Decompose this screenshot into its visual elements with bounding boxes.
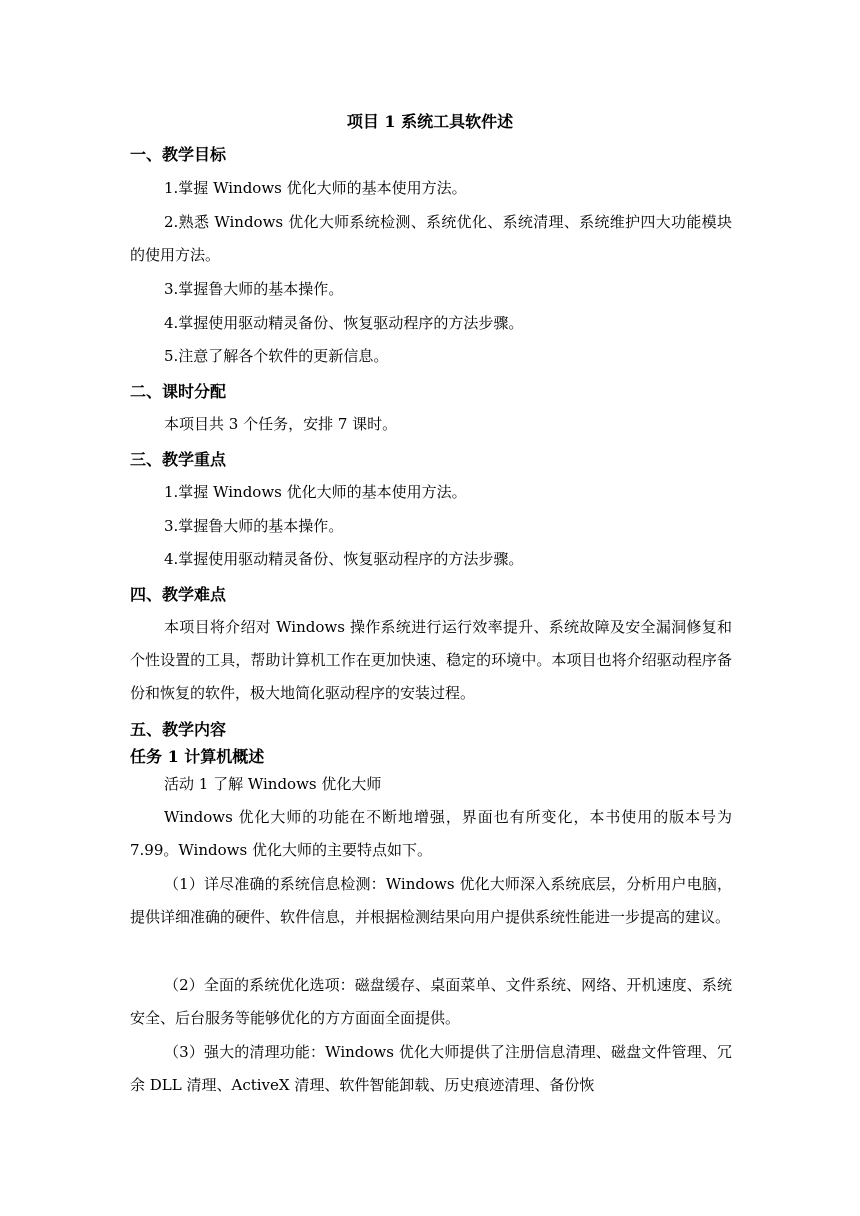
difficulties-paragraph: 本项目将介绍对 Windows 操作系统进行运行效率提升、系统故障及安全漏洞修复和个性设置的工具，帮助计算机工作在更加快速、稳定的环境中。本项目也将介绍驱动程序备份和恢复的软件，极大地简化驱动程序的安装过程。	[130, 618, 732, 702]
list-item: 4.掌握使用驱动精灵备份、恢复驱动程序的方法步骤。	[164, 314, 524, 332]
list-item: 3.掌握鲁大师的基本操作。	[164, 517, 344, 535]
content-paragraph: （1）详尽准确的系统信息检测：Windows 优化大师深入系统底层，分析用户电脑，提供详细准确的硬件、软件信息，并根据检测结果向用户提供系统性能进一步提高的建议。	[130, 875, 732, 926]
content-paragraph: Windows 优化大师的功能在不断地增强，界面也有所变化，本书使用的版本号为 7.99。Windows 优化大师的主要特点如下。	[130, 808, 732, 859]
list-item: 3.掌握鲁大师的基本操作。	[164, 280, 344, 298]
section-heading-schedule: 二、课时分配	[130, 382, 227, 401]
list-item: 1.掌握 Windows 优化大师的基本使用方法。	[164, 483, 467, 501]
activity-heading: 活动 1 了解 Windows 优化大师	[164, 775, 382, 793]
content-paragraph: （2）全面的系统优化选项：磁盘缓存、桌面菜单、文件系统、网络、开机速度、系统安全、后台服务等能够优化的方方面面全面提供。	[130, 976, 732, 1027]
task-heading: 任务 1 计算机概述	[130, 747, 265, 766]
list-item: 2.熟悉 Windows 优化大师系统检测、系统优化、系统清理、系统维护四大功能模块的使用方法。	[130, 213, 732, 264]
content-paragraph: （3）强大的清理功能：Windows 优化大师提供了注册信息清理、磁盘文件管理、冗余 DLL 清理、ActiveX 清理、软件智能卸载、历史痕迹清理、备份恢	[130, 1043, 732, 1094]
list-item: 1.掌握 Windows 优化大师的基本使用方法。	[164, 179, 467, 197]
schedule-text: 本项目共 3 个任务，安排 7 课时。	[164, 415, 398, 433]
list-item: 4.掌握使用驱动精灵备份、恢复驱动程序的方法步骤。	[164, 550, 524, 568]
section-heading-key-points: 三、教学重点	[130, 450, 227, 469]
section-heading-difficulties: 四、教学难点	[130, 585, 227, 604]
list-item: 5.注意了解各个软件的更新信息。	[164, 347, 389, 365]
section-heading-content: 五、教学内容	[130, 720, 227, 739]
page-title: 项目 1 系统工具软件述	[346, 112, 514, 131]
section-heading-objectives: 一、教学目标	[130, 145, 227, 164]
